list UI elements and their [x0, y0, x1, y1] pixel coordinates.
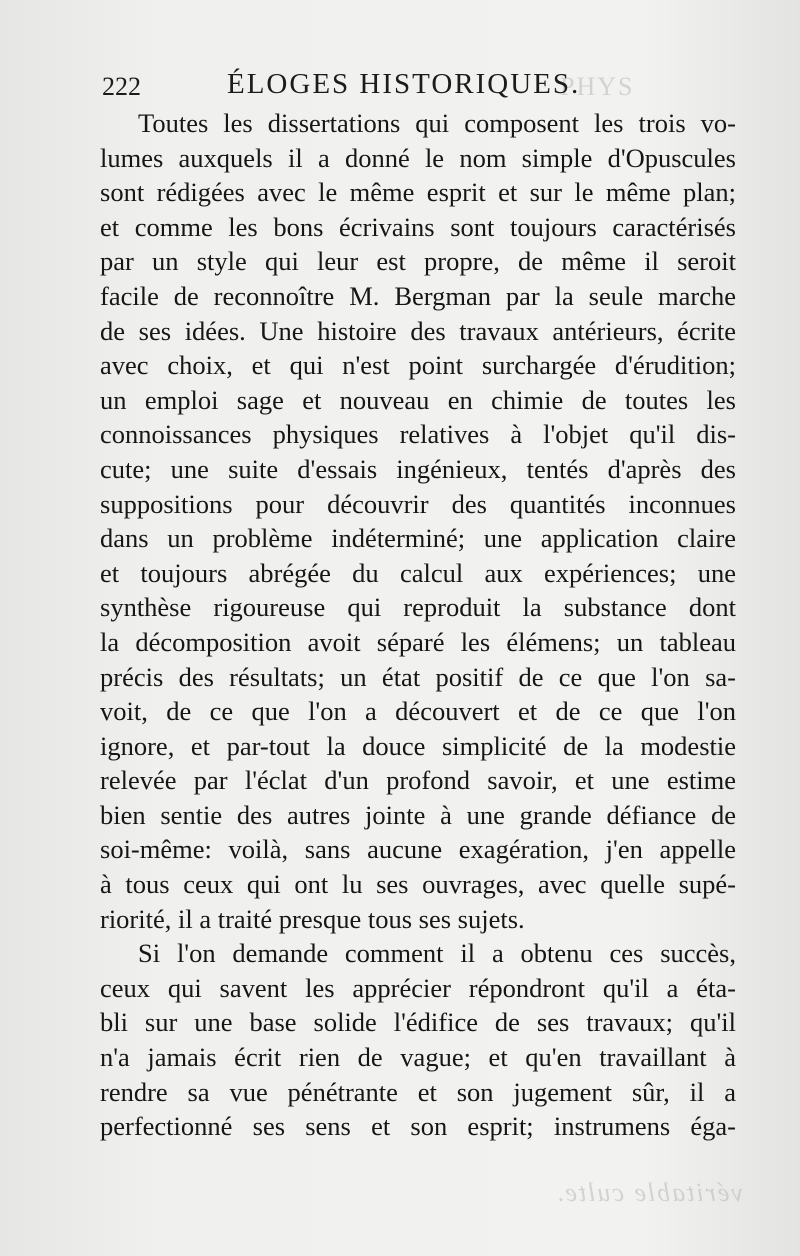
text-line: voit, de ce que l'on a découvert et de ce que l'on — [100, 696, 736, 727]
text-line: dans un problème indéterminé; une application claire — [100, 523, 736, 554]
text-line: précis des résultats; un état positif de ce que l'on sa- — [100, 661, 736, 692]
text-line: la décomposition avoit séparé les élémens; un tableau — [100, 626, 736, 657]
text-line: soi-même: voilà, sans aucune exagération, j'en appelle — [100, 834, 736, 865]
text-line: facile de reconnoître M. Bergman par la seule marche — [100, 280, 736, 311]
text-line: Si l'on demande comment il a obtenu ces succès, — [138, 938, 736, 969]
text-line: à tous ceux qui ont lu ses ouvrages, avec quelle supé- — [100, 869, 736, 900]
text-line: de ses idées. Une histoire des travaux antérieurs, écrite — [100, 315, 736, 346]
text-line: riorité, il a traité presque tous ses sujets. — [100, 903, 525, 934]
bleed-through-text-top: PHYS — [560, 72, 635, 101]
text-line: par un style qui leur est propre, de même il seroit — [100, 246, 736, 277]
text-line: et comme les bons écrivains sont toujours caractérisés — [100, 211, 736, 242]
text-line: connoissances physiques relatives à l'objet qu'il dis- — [100, 419, 736, 450]
text-line: synthèse rigoureuse qui reproduit la substance dont — [100, 592, 736, 623]
bleed-through-text-bottom: véritable culte. — [555, 1178, 743, 1207]
page-number: 222 — [102, 72, 141, 101]
text-line: Toutes les dissertations qui composent les trois vo- — [138, 108, 736, 138]
body-text — [100, 106, 736, 1144]
text-line: relevée par l'éclat d'un profond savoir, et une estime — [100, 765, 736, 796]
text-line: avec choix, et qui n'est point surchargée d'érudition; — [100, 350, 736, 381]
text-line: perfectionné ses sens et son esprit; instrumens éga- — [100, 1111, 736, 1142]
text-line: n'a jamais écrit rien de vague; et qu'en travaillant à — [100, 1042, 736, 1073]
text-line: bli sur une base solide l'édifice de ses travaux; qu'il — [100, 1007, 736, 1038]
running-head: ÉLOGES HISTORIQUES. — [227, 68, 581, 100]
text-line: suppositions pour découvrir des quantités inconnues — [100, 488, 736, 519]
text-line: ceux qui savent les apprécier répondront qu'il a éta- — [100, 972, 736, 1003]
text-line: lumes auxquels il a donné le nom simple d'Opuscules — [100, 142, 736, 173]
text-line: cute; une suite d'essais ingénieux, tentés d'après des — [100, 453, 736, 484]
text-line: ignore, et par-tout la douce simplicité de la modestie — [100, 730, 736, 761]
page-header — [102, 68, 622, 108]
text-line: un emploi sage et nouveau en chimie de toutes les — [100, 384, 736, 415]
text-line: bien sentie des autres jointe à une grande défiance de — [100, 799, 736, 830]
text-line: rendre sa vue pénétrante et son jugement sûr, il a — [100, 1076, 736, 1107]
text-line: sont rédigées avec le même esprit et sur le même plan; — [100, 177, 736, 208]
text-line: et toujours abrégée du calcul aux expériences; une — [100, 557, 736, 588]
